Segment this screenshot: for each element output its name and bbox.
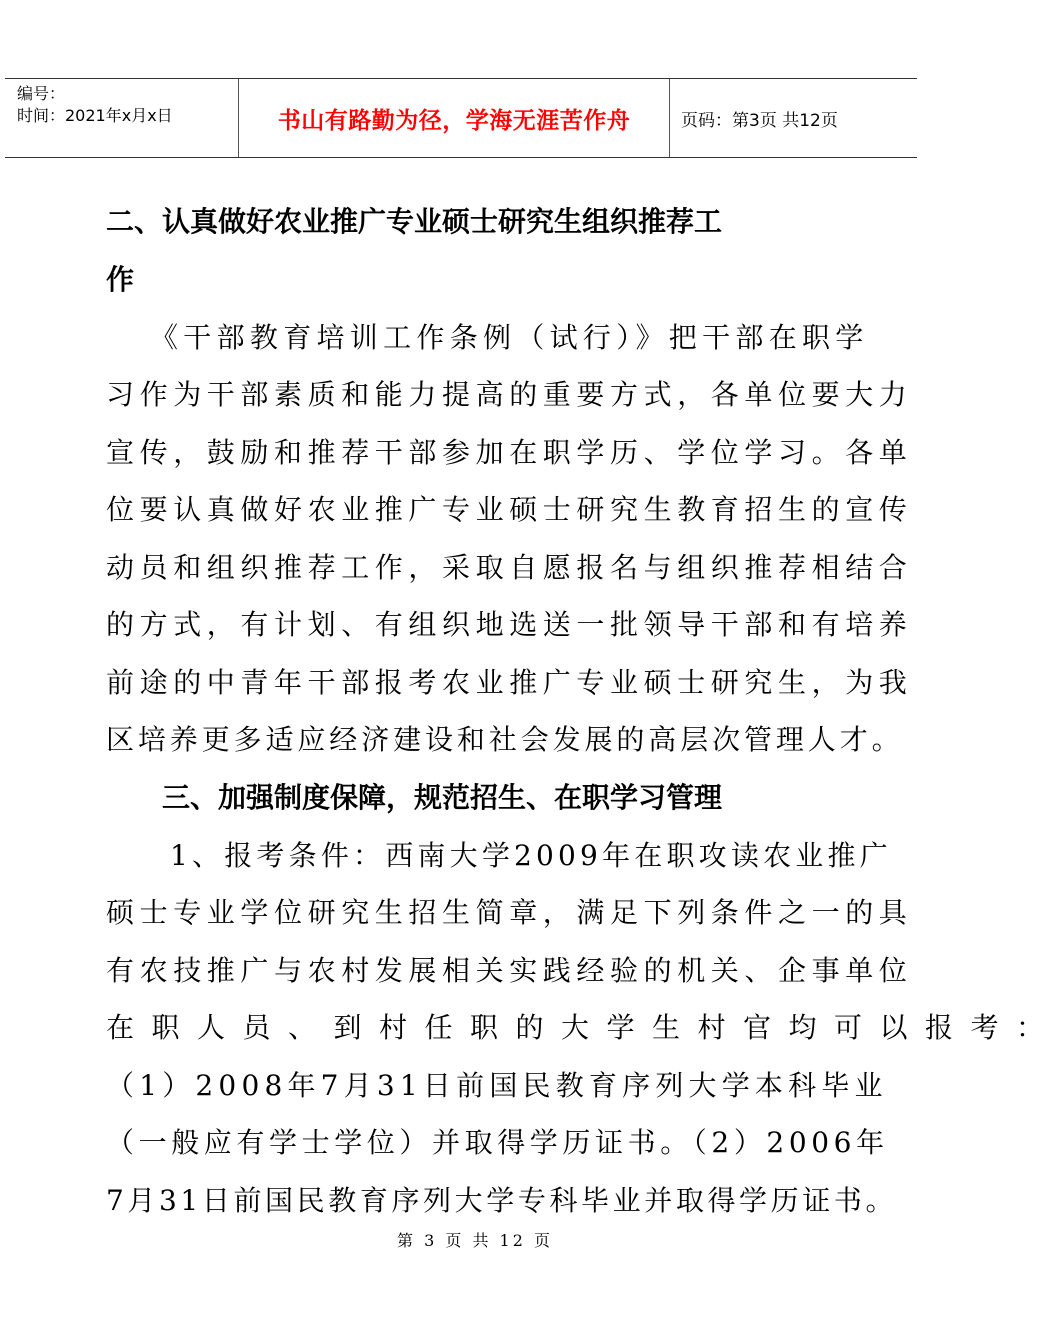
- header-page-info: 页码：第3页 共12页: [681, 110, 838, 131]
- header-motto: 书山有路勤为径，学海无涯苦作舟: [277, 107, 631, 134]
- document-time-label: 时间：2021年x月x日: [17, 106, 173, 125]
- section-2-heading-line-1: 二、认真做好农业推广专业硕士研究生组织推荐工: [106, 205, 723, 238]
- section-2-paragraph-line: 宣传，鼓励和推荐干部参加在职学历、学位学习。各单: [106, 436, 913, 469]
- section-2-paragraph-line: 《干部教育培训工作条例（试行）》把干部在职学: [150, 321, 869, 354]
- section-2-paragraph-line: 前途的中青年干部报考农业推广专业硕士研究生，为我: [106, 666, 913, 699]
- section-3-paragraph-line: 硕士专业学位研究生招生简章，满足下列条件之一的具: [106, 896, 913, 929]
- header-page-cell: [670, 79, 917, 157]
- header-meta: [5, 79, 239, 157]
- section-3-paragraph-line: （一般应有学士学位）并取得学历证书。（2）2006年: [106, 1126, 889, 1159]
- section-2-paragraph-line: 习作为干部素质和能力提高的重要方式，各单位要大力: [106, 378, 913, 411]
- section-3-paragraph-line: 7月31日前国民教育序列大学专科毕业并取得学历证书。: [106, 1184, 898, 1217]
- section-2-paragraph-line: 区培养更多适应经济建设和社会发展的高层次管理人才。: [106, 723, 904, 756]
- page-footer: 第 3 页 共 12 页: [397, 1231, 553, 1250]
- section-2-paragraph-line: 的方式，有计划、有组织地选送一批领导干部和有培养: [106, 608, 913, 641]
- section-3-heading: 三、加强制度保障，规范招生、在职学习管理: [162, 781, 723, 814]
- section-2-paragraph-line: 位要认真做好农业推广专业硕士研究生教育招生的宣传: [106, 493, 913, 526]
- section-3-paragraph-line: 1、报考条件：西南大学2009年在职攻读农业推广: [170, 839, 892, 872]
- section-3-paragraph-line: 在职人员、到村任职的大学生村官均可以报考：: [106, 1011, 1062, 1044]
- section-2-paragraph-line: 动员和组织推荐工作，采取自愿报名与组织推荐相结合: [106, 551, 913, 584]
- section-3-paragraph-line: 有农技推广与农村发展相关实践经验的机关、企事单位: [106, 954, 913, 987]
- document-number-label: 编号：: [17, 84, 66, 103]
- document-header: [5, 78, 917, 158]
- section-3-paragraph-line: （1）2008年7月31日前国民教育序列大学本科毕业: [106, 1069, 888, 1102]
- section-2-heading-line-2: 作: [106, 263, 135, 296]
- header-motto-cell: [239, 79, 670, 157]
